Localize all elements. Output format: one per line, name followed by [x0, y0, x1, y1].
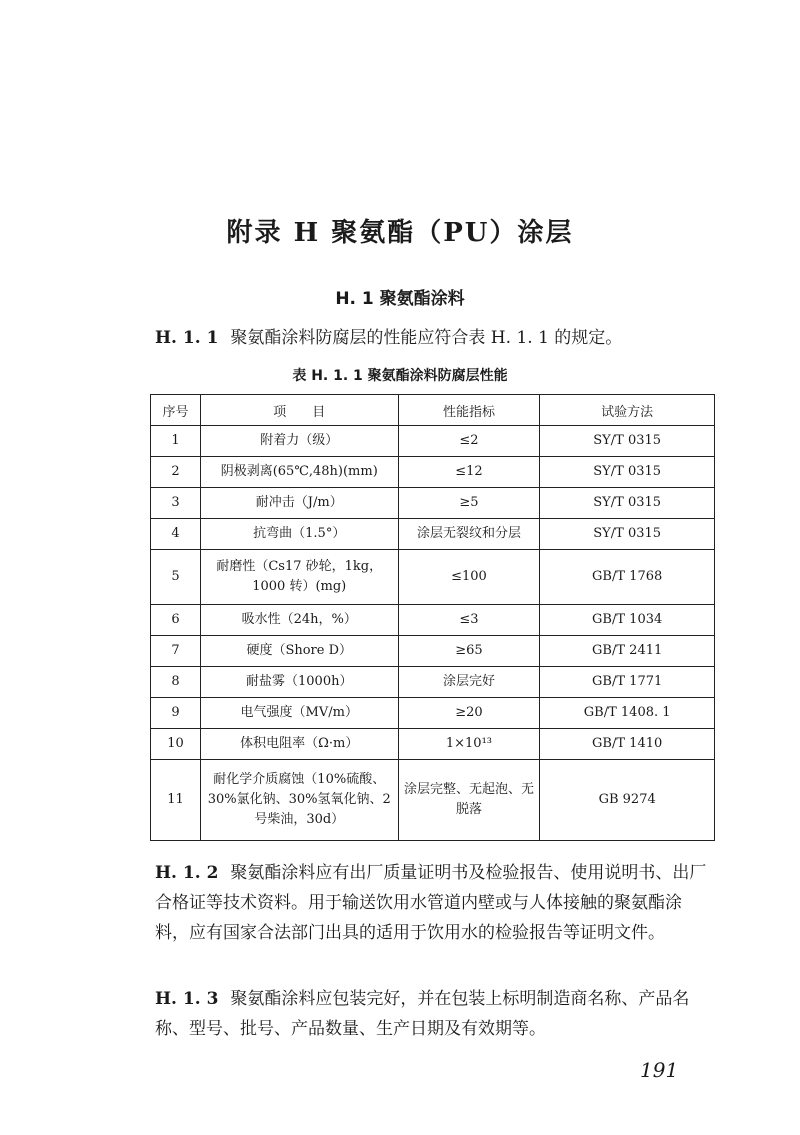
header-test-method: 试验方法	[540, 395, 715, 426]
cell-item: 电气强度（MV/m）	[200, 698, 398, 729]
cell-method: GB/T 1768	[540, 550, 715, 605]
cell-method: GB/T 1771	[540, 667, 715, 698]
performance-table	[150, 394, 715, 841]
table-row	[151, 698, 715, 729]
table-row	[151, 667, 715, 698]
cell-item: 吸水性（24h，%）	[200, 605, 398, 636]
header-index: 序号	[151, 395, 201, 426]
cell-item: 体积电阻率（Ω·m）	[200, 729, 398, 760]
section-title: H. 1 聚氨酯涂料	[335, 289, 465, 309]
table-row	[151, 488, 715, 519]
clause-text: 聚氨酯涂料应包装完好，并在包装上标明制造商名称、产品名称、型号、批号、产品数量、生产日期及有效期等。	[155, 989, 690, 1039]
cell-method: GB/T 1408. 1	[540, 698, 715, 729]
clause-h-1-1	[155, 323, 715, 353]
cell-value: ≤3	[398, 605, 540, 636]
table-row	[151, 760, 715, 841]
cell-value: 涂层完好	[398, 667, 540, 698]
cell-value: 1×10¹³	[398, 729, 540, 760]
table-row	[151, 605, 715, 636]
cell-method: SY/T 0315	[540, 457, 715, 488]
table-caption: 表 H. 1. 1 聚氨酯涂料防腐层性能	[292, 368, 508, 384]
cell-index: 7	[151, 636, 201, 667]
cell-item: 耐冲击（J/m）	[200, 488, 398, 519]
clause-number: H. 1. 1	[155, 328, 219, 348]
cell-method: SY/T 0315	[540, 488, 715, 519]
cell-value: ≥20	[398, 698, 540, 729]
cell-item: 附着力（级）	[200, 426, 398, 457]
cell-method: GB/T 1034	[540, 605, 715, 636]
cell-value: 涂层无裂纹和分层	[398, 519, 540, 550]
header-item: 项 目	[200, 395, 398, 426]
cell-index: 5	[151, 550, 201, 605]
cell-item: 抗弯曲（1.5°）	[200, 519, 398, 550]
table-row	[151, 426, 715, 457]
cell-value: ≥65	[398, 636, 540, 667]
table-row	[151, 457, 715, 488]
table-row	[151, 636, 715, 667]
cell-method: GB/T 1410	[540, 729, 715, 760]
table-row	[151, 519, 715, 550]
table-row	[151, 550, 715, 605]
cell-value: 涂层完整、无起泡、无脱落	[398, 760, 540, 841]
header-index-value: 性能指标	[398, 395, 540, 426]
cell-index: 4	[151, 519, 201, 550]
table-row	[151, 729, 715, 760]
cell-index: 2	[151, 457, 201, 488]
cell-index: 8	[151, 667, 201, 698]
clause-number: H. 1. 2	[155, 863, 219, 883]
table-header-row	[151, 395, 715, 426]
clause-h-1-2	[155, 858, 715, 948]
cell-value: ≤2	[398, 426, 540, 457]
cell-item: 耐磨性（Cs17 砂轮，1kg，1000 转）(mg)	[200, 550, 398, 605]
cell-method: GB 9274	[540, 760, 715, 841]
clause-h-1-3	[155, 984, 715, 1044]
cell-value: ≥5	[398, 488, 540, 519]
cell-index: 3	[151, 488, 201, 519]
cell-index: 1	[151, 426, 201, 457]
appendix-title: 附录 H 聚氨酯（PU）涂层	[226, 218, 574, 248]
cell-method: GB/T 2411	[540, 636, 715, 667]
cell-index: 9	[151, 698, 201, 729]
cell-index: 6	[151, 605, 201, 636]
clause-text: 聚氨酯涂料应有出厂质量证明书及检验报告、使用说明书、出厂合格证等技术资料。用于输送饮用水管道内壁或与人体接触的聚氨酯涂料，应有国家合法部门出具的适用于饮用水的检验报告等证明文件。	[155, 863, 707, 943]
clause-number: H. 1. 3	[155, 989, 219, 1009]
cell-index: 10	[151, 729, 201, 760]
cell-item: 耐化学介质腐蚀（10%硫酸、30%氯化钠、30%氢氧化钠、2 号柴油，30d）	[200, 760, 398, 841]
cell-method: SY/T 0315	[540, 426, 715, 457]
cell-index: 11	[151, 760, 201, 841]
cell-item: 耐盐雾（1000h）	[200, 667, 398, 698]
cell-item: 硬度（Shore D）	[200, 636, 398, 667]
cell-item: 阴极剥离(65℃,48h)(mm)	[200, 457, 398, 488]
clause-text: 聚氨酯涂料防腐层的性能应符合表 H. 1. 1 的规定。	[230, 328, 623, 348]
cell-method: SY/T 0315	[540, 519, 715, 550]
cell-value: ≤12	[398, 457, 540, 488]
page-number: 191	[640, 1058, 679, 1082]
cell-value: ≤100	[398, 550, 540, 605]
